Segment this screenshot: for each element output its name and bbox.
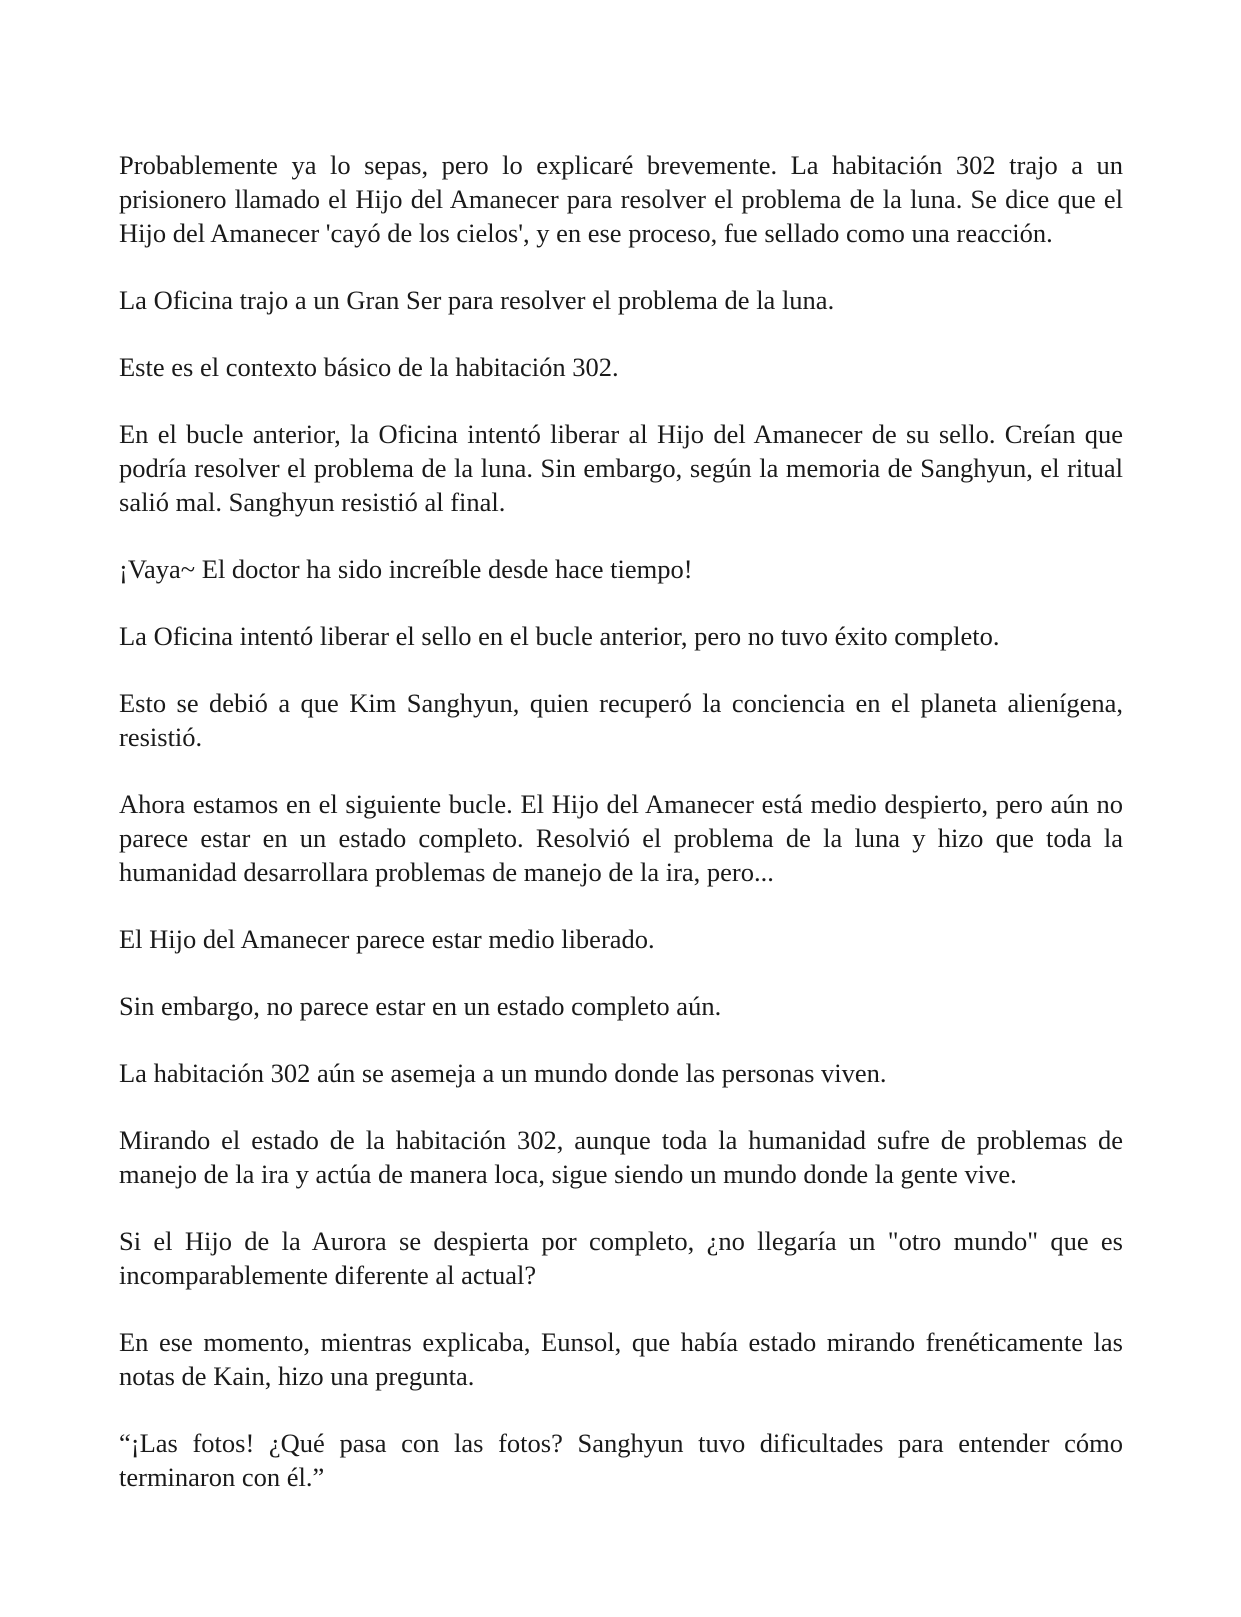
paragraph-11: La habitación 302 aún se asemeja a un mundo donde las personas viven. xyxy=(119,1058,887,1088)
paragraph-4: En el bucle anterior, la Oficina intentó liberar al Hijo del Amanecer de su sello. Creían que podría resolver el problema de la luna. Sin embargo, según la memoria de Sanghyun, el ritual salió mal. Sanghyun resistió al final. xyxy=(119,419,1123,517)
paragraph-6: La Oficina intentó liberar el sello en el bucle anterior, pero no tuvo éxito completo. xyxy=(119,621,1000,651)
paragraph-2: La Oficina trajo a un Gran Ser para resolver el problema de la luna. xyxy=(119,285,835,315)
paragraph-10: Sin embargo, no parece estar en un estado completo aún. xyxy=(119,991,722,1021)
paragraph-3: Este es el contexto básico de la habitación 302. xyxy=(119,352,619,382)
paragraph-8: Ahora estamos en el siguiente bucle. El Hijo del Amanecer está medio despierto, pero aún no parece estar en un estado completo. Resolvió el problema de la luna y hizo que toda la humanidad desarrollara problemas de manejo de la ira, pero... xyxy=(119,789,1123,887)
paragraph-12: Mirando el estado de la habitación 302, aunque toda la humanidad sufre de problemas de manejo de la ira y actúa de manera loca, sigue siendo un mundo donde la gente vive. xyxy=(119,1125,1123,1189)
paragraph-15: “¡Las fotos! ¿Qué pasa con las fotos? Sanghyun tuvo dificultades para entender cómo terminaron con él.” xyxy=(119,1428,1123,1492)
paragraph-14: En ese momento, mientras explicaba, Eunsol, que había estado mirando frenéticamente las notas de Kain, hizo una pregunta. xyxy=(119,1327,1123,1391)
document-page xyxy=(119,148,1123,1494)
paragraph-13: Si el Hijo de la Aurora se despierta por completo, ¿no llegaría un "otro mundo" que es incomparablemente diferente al actual? xyxy=(119,1226,1123,1290)
paragraph-9: El Hijo del Amanecer parece estar medio liberado. xyxy=(119,924,655,954)
paragraph-1: Probablemente ya lo sepas, pero lo explicaré brevemente. La habitación 302 trajo a un prisionero llamado el Hijo del Amanecer para resolver el problema de la luna. Se dice que el Hijo del Amanecer 'cayó de los cielos', y en ese proceso, fue sellado como una reacción. xyxy=(119,150,1123,248)
paragraph-7: Esto se debió a que Kim Sanghyun, quien recuperó la conciencia en el planeta alienígena, resistió. xyxy=(119,688,1123,752)
paragraph-5: ¡Vaya~ El doctor ha sido increíble desde hace tiempo! xyxy=(119,554,693,584)
